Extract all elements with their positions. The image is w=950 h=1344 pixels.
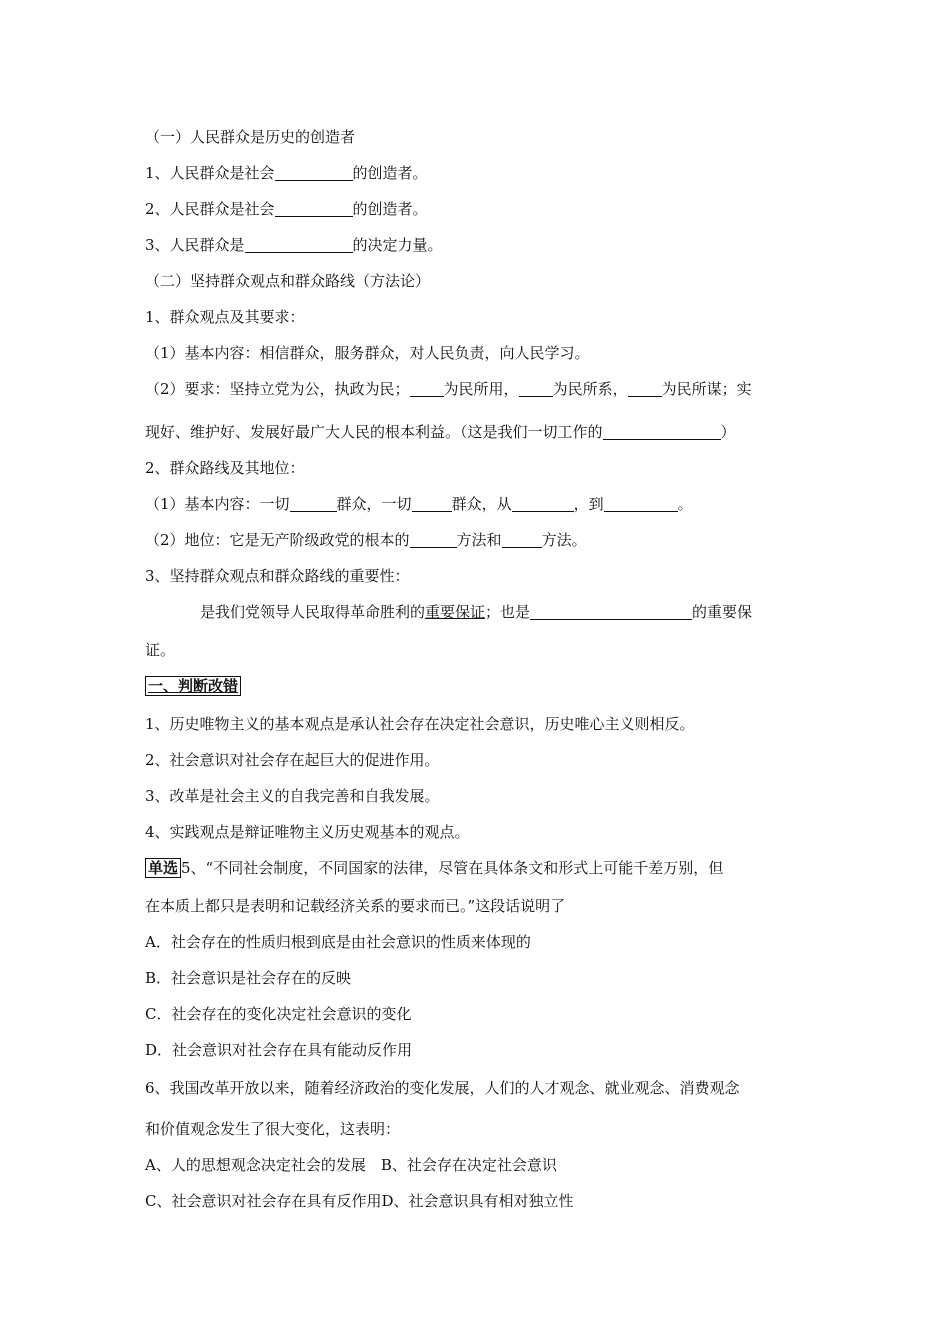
text: （1）基本内容：一切: [145, 495, 290, 513]
text: 的决定力量。: [352, 236, 443, 254]
section1-item1: [145, 163, 428, 183]
text: （2）要求：坚持立党为公，执政为民；: [145, 380, 410, 398]
option-a: A．社会存在的性质归根到底是由社会意识的性质来体现的: [145, 933, 531, 951]
text: 的创造者。: [352, 200, 428, 218]
text: 3、人民群众是: [145, 236, 245, 254]
judge-q3: 3、改革是社会主义的自我完善和自我发展。: [145, 787, 440, 805]
option-d: D．社会意识对社会存在具有能动反作用: [145, 1041, 413, 1059]
text: ）: [720, 423, 736, 441]
section2-content2: [145, 494, 693, 514]
blank: [603, 424, 721, 440]
section2-sub2: 2、群众路线及其地位：: [145, 459, 305, 477]
text: 的创造者。: [352, 164, 428, 182]
blank: [628, 381, 662, 397]
text: 是我们党领导人民取得革命胜利的: [200, 603, 426, 621]
section2-sub1: 1、群众观点及其要求：: [145, 308, 305, 326]
section2-requirement-cont: [145, 422, 736, 442]
text: 方法。: [541, 531, 587, 549]
text: 的重要保: [692, 603, 753, 621]
section2-importance: [200, 602, 752, 622]
text: ；也是: [485, 603, 531, 621]
section2-heading: （二）坚持群众观点和群众路线（方法论）: [145, 272, 431, 290]
text: 方法和: [456, 531, 502, 549]
option-c: C．社会存在的变化决定社会意识的变化: [145, 1005, 412, 1023]
text: 群众，一切: [336, 495, 412, 513]
section2-sub3: 3、坚持群众观点和群众路线的重要性：: [145, 567, 410, 585]
section1-item2: [145, 199, 428, 219]
blank: [275, 165, 353, 181]
text: 群众，从: [451, 495, 512, 513]
judge-q4: 4、实践观点是辩证唯物主义历史观基本的观点。: [145, 823, 470, 841]
text: 为民所系，: [552, 380, 628, 398]
judge-title-text: 一、判断改错: [145, 676, 241, 696]
blank: [512, 496, 574, 512]
judge-title: [145, 676, 241, 696]
blank: [245, 237, 353, 253]
text: 为民所谋；实: [661, 380, 752, 398]
blank: [502, 532, 542, 548]
text: ，到: [573, 495, 604, 513]
blank: [530, 604, 692, 620]
mcq-q6: 6、我国改革开放以来，随着经济政治的变化发展，人们的人才观念、就业观念、消费观念: [145, 1079, 740, 1097]
section2-position: [145, 530, 587, 550]
blank: [604, 496, 678, 512]
text: （2）地位：它是无产阶级政党的根本的: [145, 531, 410, 549]
mcq-q6-cont: 和价值观念发生了很大变化，这表明：: [145, 1120, 401, 1138]
mcq-q5: [145, 858, 723, 878]
text: 。: [677, 495, 693, 513]
blank: [275, 201, 353, 217]
section1-heading: （一）人民群众是历史的创造者: [145, 128, 356, 146]
blank: [290, 496, 337, 512]
blank: [410, 532, 457, 548]
blank: [519, 381, 553, 397]
section2-importance-cont: 证。: [145, 641, 176, 659]
mcq-q5-cont: 在本质上都只是表明和记载经济关系的要求而已。”这段话说明了: [145, 897, 566, 915]
blank: [410, 381, 444, 397]
section2-requirement: [145, 379, 752, 399]
q6-options-cd: C、社会意识对社会存在具有反作用D、社会意识具有相对独立性: [145, 1192, 574, 1210]
section1-item3: [145, 235, 443, 255]
judge-q1: 1、历史唯物主义的基本观点是承认社会存在决定社会意识，历史唯心主义则相反。: [145, 715, 695, 733]
option-b: B．社会意识是社会存在的反映: [145, 969, 352, 987]
text: 5、“不同社会制度，不同国家的法律，尽管在具体条文和形式上可能千差万别，但: [181, 859, 724, 877]
text: 2、人民群众是社会: [145, 200, 275, 218]
text: 现好、维护好、发展好最广大人民的根本利益。（这是我们一切工作的: [145, 423, 603, 441]
mcq-tag: 单选: [145, 858, 181, 878]
blank: [412, 496, 452, 512]
text: 为民所用，: [443, 380, 519, 398]
text: 1、人民群众是社会: [145, 164, 275, 182]
judge-q2: 2、社会意识对社会存在起巨大的促进作用。: [145, 751, 440, 769]
q6-options-ab: A、人的思想观念决定社会的发展 B、社会存在决定社会意识: [145, 1156, 557, 1174]
underlined-text: 重要保证: [425, 603, 486, 621]
section2-content1: （1）基本内容：相信群众，服务群众，对人民负责，向人民学习。: [145, 344, 590, 362]
